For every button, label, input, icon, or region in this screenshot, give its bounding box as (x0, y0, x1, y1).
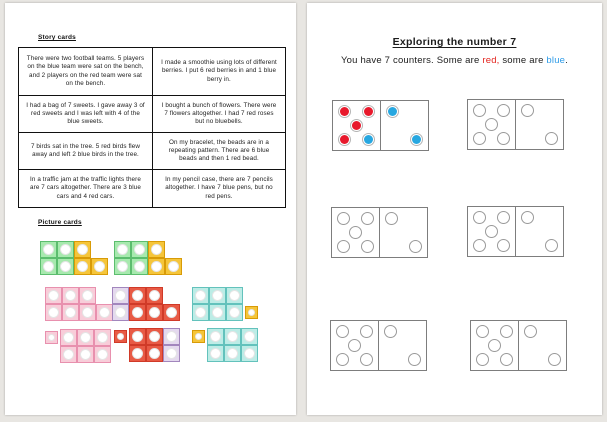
counter-spot-empty (473, 132, 486, 145)
story-card-row (19, 133, 286, 170)
numicon-hole (65, 307, 76, 318)
numicon-hole (212, 307, 223, 318)
numicon-hole (82, 290, 93, 301)
story-card-cell: 7 birds sat in the tree. 5 red birds flew away and left 2 blue birds in the tree. (19, 133, 153, 170)
numicon-hole (99, 307, 110, 318)
counter-blue (410, 133, 423, 146)
numicon-hole (65, 290, 76, 301)
numicon-hole (48, 290, 59, 301)
numicon-hole (132, 290, 143, 301)
counter-fill (340, 107, 349, 116)
numicon-hole (82, 307, 93, 318)
counter-red (350, 119, 363, 132)
numicon-cell-yellow (148, 241, 165, 258)
story-card-cell: I bought a bunch of flowers. There were 7 flowers altogether. I had 7 red roses but no bluebells. (153, 96, 286, 133)
story-card-cell: There were two football teams. 5 players on the blue team were sat on the bench, and 2 players on the red team were sat on the bench. (19, 48, 153, 96)
numicon-hole (166, 348, 177, 359)
numicon-hole (166, 331, 177, 342)
numicon-cell-red (163, 304, 180, 321)
numicon-hole (60, 244, 71, 255)
story-card-cell: I had a bag of 7 sweets. I gave away 3 of red sweets and I was left with 4 of the blue sweets. (19, 96, 153, 133)
numicon-hole (195, 333, 202, 340)
numicon-cell-cyan (226, 287, 243, 304)
counter-spot-empty (361, 240, 374, 253)
picture-cards-heading: Picture cards (38, 219, 82, 226)
numicon-hole (151, 244, 162, 255)
worksheet-subtitle (307, 55, 602, 66)
numicon-cell-green (131, 258, 148, 275)
numicon-cell-pink (79, 304, 96, 321)
story-card-row (19, 96, 286, 133)
counter-spot-empty (336, 325, 349, 338)
numicon-cell-green (114, 258, 131, 275)
counter-spot-empty (548, 353, 561, 366)
numicon-hole (227, 348, 238, 359)
numicon-hole (97, 349, 108, 360)
page-right (307, 3, 602, 415)
counter-spot-empty (488, 339, 501, 352)
numicon-cell-red (146, 287, 163, 304)
counter-spot-empty (485, 225, 498, 238)
domino-half-left (333, 101, 381, 150)
numicon-cell-yellow (192, 330, 205, 343)
numicon-cell-cyan (241, 345, 258, 362)
numicon-hole (63, 332, 74, 343)
numicon-hole (149, 290, 160, 301)
numicon-hole (60, 261, 71, 272)
counter-spot-empty (500, 353, 513, 366)
story-card-row (19, 170, 286, 208)
numicon-hole (63, 349, 74, 360)
numicon-hole (48, 334, 55, 341)
domino-half-right (381, 101, 429, 150)
numicon-cell-red (129, 287, 146, 304)
numicon-hole (77, 261, 88, 272)
numicon-cell-red (129, 304, 146, 321)
numicon-hole (48, 307, 59, 318)
counter-spot-empty (408, 353, 421, 366)
domino-half-left (471, 321, 519, 370)
domino-half-left (468, 207, 516, 256)
story-cards-table (18, 47, 286, 208)
numicon-hole (80, 332, 91, 343)
story-card-cell: In my pencil case, there are 7 pencils altogether. I have 7 blue pens, but no red pens. (153, 170, 286, 208)
domino-half-right (519, 321, 567, 370)
numicon-hole (117, 333, 124, 340)
numicon-cell-pink (60, 329, 77, 346)
page-left (5, 3, 296, 415)
numicon-cell-cyan (224, 328, 241, 345)
numicon-cell-pink (77, 346, 94, 363)
numicon-hole (229, 290, 240, 301)
domino-half-right (516, 100, 564, 149)
numicon-cell-cyan (226, 304, 243, 321)
numicon-cell-lavender (112, 287, 129, 304)
numicon-hole (115, 290, 126, 301)
story-card-cell: On my bracelet, the beads are in a repeating pattern. There are 6 blue beads and then 1 red bead. (153, 133, 286, 170)
numicon-cell-cyan (209, 304, 226, 321)
numicon-hole (195, 290, 206, 301)
counter-spot-empty (349, 226, 362, 239)
domino-half-right (379, 321, 427, 370)
numicon-hole (77, 244, 88, 255)
numicon-cell-lavender (163, 328, 180, 345)
domino-2 (467, 99, 564, 150)
numicon-cell-cyan (224, 345, 241, 362)
worksheet-title: Exploring the number 7 (392, 36, 517, 48)
counter-fill (340, 135, 349, 144)
numicon-cell-pink (45, 304, 62, 321)
subtitle-segment: blue (546, 55, 566, 66)
counter-fill (352, 121, 361, 130)
subtitle-segment: some are (499, 55, 547, 66)
numicon-hole (151, 261, 162, 272)
numicon-cell-yellow (74, 241, 91, 258)
counter-spot-empty (360, 353, 373, 366)
counter-spot-empty (473, 211, 486, 224)
counter-spot-empty (336, 353, 349, 366)
counter-fill (388, 107, 397, 116)
subtitle-segment: red, (482, 55, 500, 66)
numicon-hole (134, 261, 145, 272)
numicon-cell-pink (79, 287, 96, 304)
numicon-cell-pink (94, 329, 111, 346)
counter-red (338, 105, 351, 118)
story-card-row (19, 48, 286, 96)
numicon-cell-red (146, 328, 163, 345)
numicon-cell-yellow (74, 258, 91, 275)
counter-red (338, 133, 351, 146)
counter-blue (362, 133, 375, 146)
numicon-hole (195, 307, 206, 318)
counter-fill (364, 135, 373, 144)
numicon-cell-red (114, 330, 127, 343)
subtitle-segment: . (565, 55, 569, 66)
counter-spot-empty (385, 212, 398, 225)
story-cards-heading: Story cards (38, 34, 76, 41)
domino-half-left (331, 321, 379, 370)
numicon-hole (210, 331, 221, 342)
counter-spot-empty (476, 353, 489, 366)
numicon-cell-green (57, 258, 74, 275)
numicon-cell-yellow (91, 258, 108, 275)
counter-spot-empty (476, 325, 489, 338)
counter-fill (412, 135, 421, 144)
counter-spot-empty (337, 212, 350, 225)
numicon-cell-cyan (207, 345, 224, 362)
domino-3 (331, 207, 428, 258)
counter-spot-empty (409, 240, 422, 253)
domino-4 (467, 206, 564, 257)
domino-6 (470, 320, 567, 371)
numicon-hole (229, 307, 240, 318)
numicon-cell-green (57, 241, 74, 258)
counter-spot-empty (497, 132, 510, 145)
numicon-hole (227, 331, 238, 342)
counter-fill (364, 107, 373, 116)
counter-spot-empty (485, 118, 498, 131)
domino-half-left (468, 100, 516, 149)
numicon-hole (94, 261, 105, 272)
numicon-hole (149, 331, 160, 342)
numicon-cell-green (114, 241, 131, 258)
numicon-hole (43, 244, 54, 255)
numicon-hole (168, 261, 179, 272)
numicon-hole (117, 261, 128, 272)
numicon-cell-lavender (112, 304, 129, 321)
numicon-cell-cyan (192, 287, 209, 304)
numicon-cell-yellow (165, 258, 182, 275)
counter-spot-empty (473, 239, 486, 252)
numicon-cell-pink (62, 304, 79, 321)
numicon-cell-red (129, 345, 146, 362)
counter-spot-empty (360, 325, 373, 338)
numicon-hole (97, 332, 108, 343)
numicon-cell-red (129, 328, 146, 345)
numicon-hole (117, 244, 128, 255)
counter-spot-empty (497, 104, 510, 117)
story-card-cell: In a traffic jam at the traffic lights there are 7 cars altogether. There are 3 blue cars and 4 red cars. (19, 170, 153, 208)
counter-spot-empty (384, 325, 397, 338)
numicon-cell-red (146, 304, 163, 321)
domino-half-left (332, 208, 380, 257)
numicon-hole (115, 307, 126, 318)
story-card-cell: I made a smoothie using lots of different berries. I put 6 red berries in and 1 blue berry in. (153, 48, 286, 96)
numicon-cell-pink (60, 346, 77, 363)
counter-spot-empty (361, 212, 374, 225)
numicon-hole (149, 307, 160, 318)
numicon-cell-pink (77, 329, 94, 346)
numicon-hole (248, 309, 255, 316)
numicon-hole (244, 348, 255, 359)
numicon-hole (244, 331, 255, 342)
domino-half-right (516, 207, 564, 256)
counter-spot-empty (497, 211, 510, 224)
counter-spot-empty (337, 240, 350, 253)
counter-spot-empty (521, 104, 534, 117)
numicon-cell-yellow (148, 258, 165, 275)
counter-spot-empty (545, 239, 558, 252)
numicon-hole (134, 244, 145, 255)
domino-5 (330, 320, 427, 371)
domino-1 (332, 100, 429, 151)
numicon-hole (166, 307, 177, 318)
counter-spot-empty (473, 104, 486, 117)
numicon-cell-green (40, 241, 57, 258)
numicon-cell-yellow (245, 306, 258, 319)
numicon-hole (132, 331, 143, 342)
numicon-cell-red (146, 345, 163, 362)
numicon-cell-pink (45, 287, 62, 304)
numicon-cell-pink (62, 287, 79, 304)
numicon-hole (132, 348, 143, 359)
numicon-cell-cyan (207, 328, 224, 345)
numicon-cell-green (131, 241, 148, 258)
numicon-cell-pink (96, 304, 113, 321)
numicon-hole (80, 349, 91, 360)
counter-spot-empty (524, 325, 537, 338)
numicon-hole (149, 348, 160, 359)
numicon-cell-lavender (163, 345, 180, 362)
numicon-hole (132, 307, 143, 318)
counter-spot-empty (545, 132, 558, 145)
domino-half-right (380, 208, 428, 257)
numicon-cell-cyan (241, 328, 258, 345)
counter-spot-empty (521, 211, 534, 224)
numicon-hole (210, 348, 221, 359)
numicon-cell-cyan (192, 304, 209, 321)
counter-spot-empty (497, 239, 510, 252)
numicon-hole (212, 290, 223, 301)
subtitle-segment: You have 7 counters. Some are (340, 55, 483, 66)
numicon-cell-pink (94, 346, 111, 363)
numicon-hole (43, 261, 54, 272)
numicon-cell-pink (45, 331, 58, 344)
counter-blue (386, 105, 399, 118)
counter-spot-empty (500, 325, 513, 338)
counter-red (362, 105, 375, 118)
numicon-cell-green (40, 258, 57, 275)
counter-spot-empty (348, 339, 361, 352)
numicon-cell-cyan (209, 287, 226, 304)
